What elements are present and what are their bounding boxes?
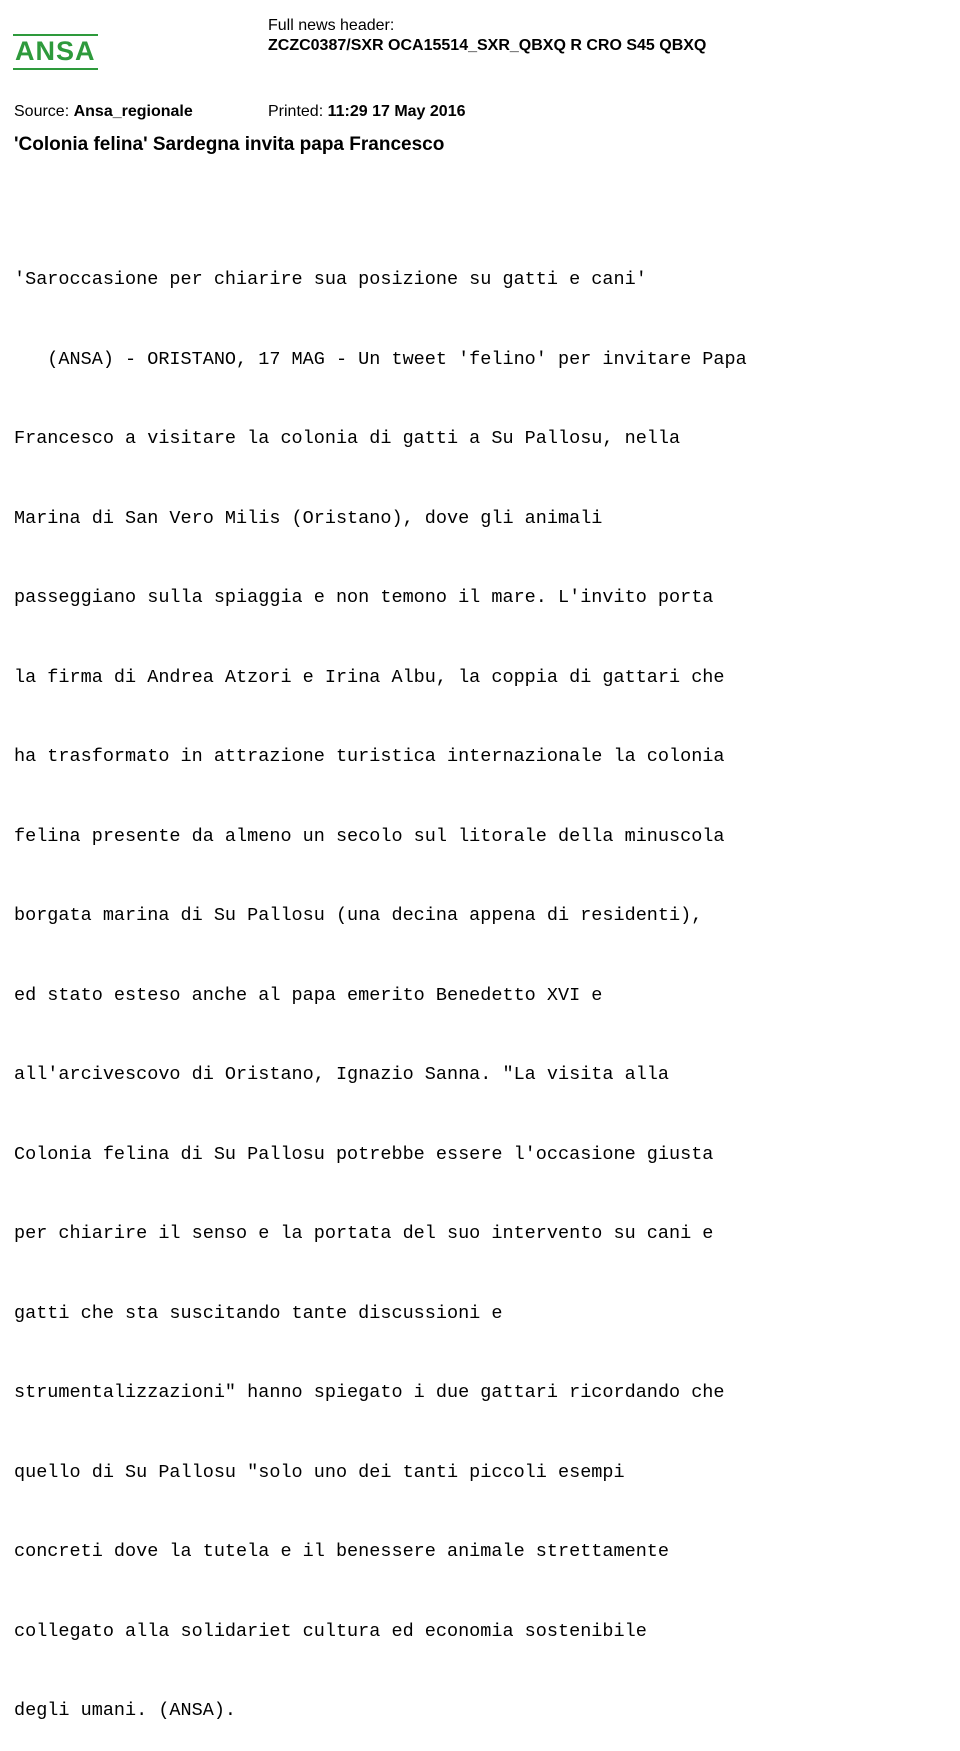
body-line: quello di Su Pallosu "solo uno dei tanti piccoli esempi [14,1461,625,1483]
body-line: degli umani. (ANSA). [14,1700,237,1721]
printed-value: 11:29 17 May 2016 [327,103,466,120]
printed-field [268,103,465,121]
source-value: Ansa_regionale [73,103,193,120]
body-line: ed stato esteso anche al papa emerito Benedetto XVI e [14,984,603,1006]
source-field [14,103,193,121]
body-line: 'Saroccasione per chiarire sua posizione su gatti e cani' [14,269,647,290]
body-line: ha trasformato in attrazione turistica internazionale la colonia [14,746,725,767]
body-line: concreti dove la tutela e il benessere animale strettamente [14,1541,670,1562]
body-line: la firma di Andrea Atzori e Irina Albu, la coppia di gattari che [14,666,725,688]
body-line: strumentalizzazioni" hanno spiegato i due gattari ricordando che [14,1382,725,1403]
news-header-value: ZCZC0387/SXR OCA15514_SXR_QBXQ R CRO S45 QBXQ [268,37,707,54]
source-label: Source: [14,103,74,120]
article-title: 'Colonia felina' Sardegna invita papa Francesco [14,134,445,155]
body-line: felina presente da almeno un secolo sul litorale della minuscola [14,825,725,847]
body-line: passeggiano sulla spiaggia e non temono il mare. L'invito porta [14,587,714,608]
body-line: gatti che sta suscitando tante discussioni e [14,1302,503,1324]
body-line: collegato alla solidariet cultura ed economia sostenibile [14,1620,647,1642]
body-line: Francesco a visitare la colonia di gatti a Su Pallosu, nella [14,428,681,449]
body-line: borgata marina di Su Pallosu (una decina appena di residenti), [14,905,703,926]
body-line: per chiarire il senso e la portata del suo intervento su cani e [14,1223,714,1244]
ansa-logo: ANSA [13,34,98,70]
article-body [14,214,944,1751]
body-line: (ANSA) - ORISTANO, 17 MAG - Un tweet 'felino' per invitare Papa [14,348,747,370]
body-line: Marina di San Vero Milis (Oristano), dove gli animali [14,507,603,529]
body-line: all'arcivescovo di Oristano, Ignazio Sanna. "La visita alla [14,1064,670,1085]
body-line: Colonia felina di Su Pallosu potrebbe essere l'occasione giusta [14,1143,714,1165]
news-header-label: Full news header: [268,17,395,34]
printed-label: Printed: [268,103,328,120]
